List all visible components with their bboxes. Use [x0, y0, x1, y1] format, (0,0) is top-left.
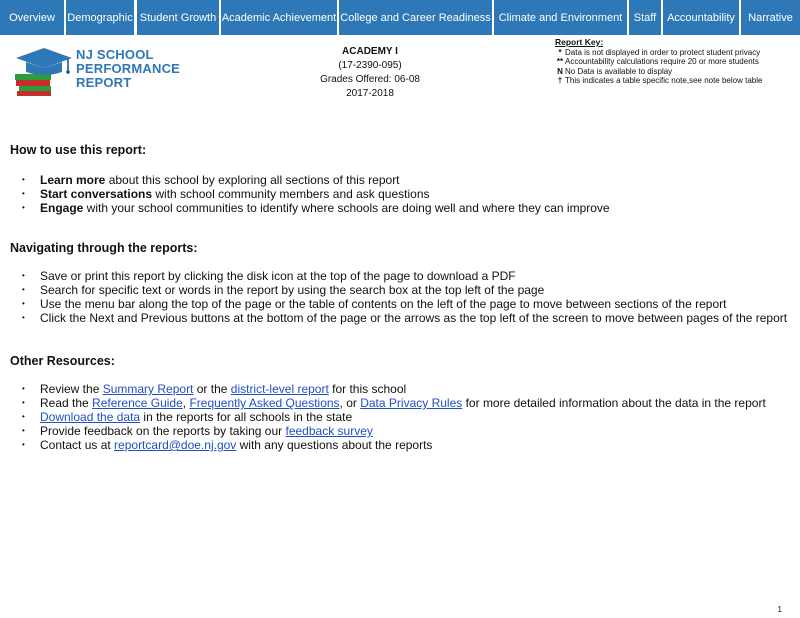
- tab-climate-environment[interactable]: Climate and Environment: [494, 0, 627, 35]
- tab-staff[interactable]: Staff: [629, 0, 661, 35]
- item-text: Save or print this report by clicking the disk icon at the top of the page to download a PDF: [40, 269, 516, 283]
- list-item: [10, 311, 790, 325]
- item-text: , or: [339, 396, 361, 410]
- tab-academic-achievement[interactable]: Academic Achievement: [221, 0, 337, 35]
- bullet-icon: •: [22, 440, 25, 449]
- tab-narrative[interactable]: Narrative: [741, 0, 800, 35]
- tab-accountability[interactable]: Accountability: [663, 0, 739, 35]
- key-text: This indicates a table specific note,see note below table: [565, 76, 763, 85]
- report-key-item: [555, 57, 795, 67]
- item-text: Read the: [40, 396, 93, 410]
- list-item: [10, 201, 790, 215]
- key-symbol: †: [557, 76, 563, 85]
- item-text: for this school: [328, 382, 407, 396]
- bullet-icon: •: [22, 299, 25, 308]
- item-text: Click the Next and Previous buttons at the bottom of the page or the arrows as the top left of the screen to move between pages of the report: [40, 311, 788, 325]
- key-symbol: **: [556, 57, 564, 66]
- bullet-icon: •: [22, 189, 25, 198]
- item-text: with school community members and ask questions: [152, 187, 430, 201]
- how-to-use-section: [10, 143, 790, 215]
- logo-line-2: PERFORMANCE: [76, 61, 181, 76]
- report-key-title: Report Key:: [555, 37, 604, 47]
- graduation-cap-books-icon: [12, 40, 74, 98]
- key-text: Data is not displayed in order to protect student privacy: [565, 47, 761, 57]
- summary-report-link[interactable]: Summary Report: [102, 382, 194, 396]
- item-text: or the: [193, 382, 231, 396]
- item-text: Contact us at: [40, 438, 115, 452]
- item-text: in the reports for all schools in the state: [140, 410, 353, 424]
- list-item: [10, 283, 790, 297]
- logo-line-3: REPORT: [76, 75, 132, 90]
- list-item: [10, 173, 790, 187]
- bullet-icon: •: [22, 426, 25, 435]
- list-item: [10, 438, 790, 452]
- report-key-item: [555, 76, 795, 86]
- bold-text: Engage: [40, 201, 84, 215]
- item-text: Use the menu bar along the top of the page or the table of contents on the left of the page to move between sections of the report: [40, 297, 727, 311]
- feedback-survey-link[interactable]: feedback survey: [285, 424, 373, 438]
- other-resources-section: [10, 354, 790, 452]
- grades-offered: Grades Offered: 06-08: [320, 74, 420, 85]
- list-item: [10, 297, 790, 311]
- tab-overview[interactable]: Overview: [0, 0, 64, 35]
- list-item: [10, 187, 790, 201]
- school-code: (17-2390-095): [338, 60, 402, 71]
- item-text: with your school communities to identify where schools are doing well and where they can improve: [83, 201, 610, 215]
- list-item: [10, 424, 790, 438]
- report-key: [555, 38, 795, 86]
- report-key-item: [555, 48, 795, 58]
- school-name: ACADEMY I: [342, 46, 398, 57]
- nj-school-performance-report-logo: [12, 40, 187, 98]
- navigating-section: [10, 241, 790, 325]
- top-nav-bar: [0, 0, 800, 35]
- bullet-icon: •: [22, 203, 25, 212]
- reference-guide-link[interactable]: Reference Guide: [92, 396, 183, 410]
- district-level-report-link[interactable]: district-level report: [230, 382, 329, 396]
- bullet-icon: •: [22, 398, 25, 407]
- bullet-icon: •: [22, 412, 25, 421]
- page-number: 1: [777, 605, 782, 614]
- item-text: ,: [182, 396, 190, 410]
- faq-link[interactable]: Frequently Asked Questions: [189, 396, 340, 410]
- report-key-item: [555, 67, 795, 77]
- list-item: [10, 396, 790, 410]
- navigating-heading: Navigating through the reports:: [10, 241, 198, 255]
- other-resources-heading: Other Resources:: [10, 354, 115, 368]
- item-text: Search for specific text or words in the report by using the search box at the top left of the page: [40, 283, 545, 297]
- item-text: for more detailed information about the data in the report: [462, 396, 766, 410]
- list-item: [10, 269, 790, 283]
- item-text: Provide feedback on the reports by taking our: [40, 424, 286, 438]
- bullet-icon: •: [22, 175, 25, 184]
- item-text: with any questions about the reports: [236, 438, 433, 452]
- item-text: Review the: [40, 382, 103, 396]
- item-text: about this school by exploring all sections of this report: [105, 173, 400, 187]
- key-text: Accountability calculations require 20 or more students: [565, 57, 759, 66]
- school-year: 2017-2018: [346, 88, 394, 99]
- bullet-icon: •: [22, 271, 25, 280]
- tab-college-career-readiness[interactable]: College and Career Readiness: [339, 0, 492, 35]
- bullet-icon: •: [22, 384, 25, 393]
- tab-demographic[interactable]: Demographic: [66, 0, 134, 35]
- how-to-use-heading: How to use this report:: [10, 143, 147, 157]
- bold-text: Learn more: [40, 173, 106, 187]
- logo-text: [76, 48, 180, 90]
- tab-student-growth[interactable]: Student Growth: [137, 0, 219, 35]
- key-symbol: *: [558, 47, 562, 57]
- key-symbol: N: [557, 66, 563, 76]
- bold-text: Start conversations: [40, 187, 153, 201]
- logo-line-1: NJ SCHOOL: [76, 47, 154, 62]
- key-text: No Data is available to display: [565, 66, 673, 76]
- bullet-icon: •: [22, 313, 25, 322]
- bullet-icon: •: [22, 285, 25, 294]
- list-item: [10, 382, 790, 396]
- contact-email-link[interactable]: reportcard@doe.nj.gov: [114, 438, 237, 452]
- list-item: [10, 410, 790, 424]
- school-info: [300, 45, 440, 101]
- download-data-link[interactable]: Download the data: [40, 410, 141, 424]
- data-privacy-rules-link[interactable]: Data Privacy Rules: [360, 396, 463, 410]
